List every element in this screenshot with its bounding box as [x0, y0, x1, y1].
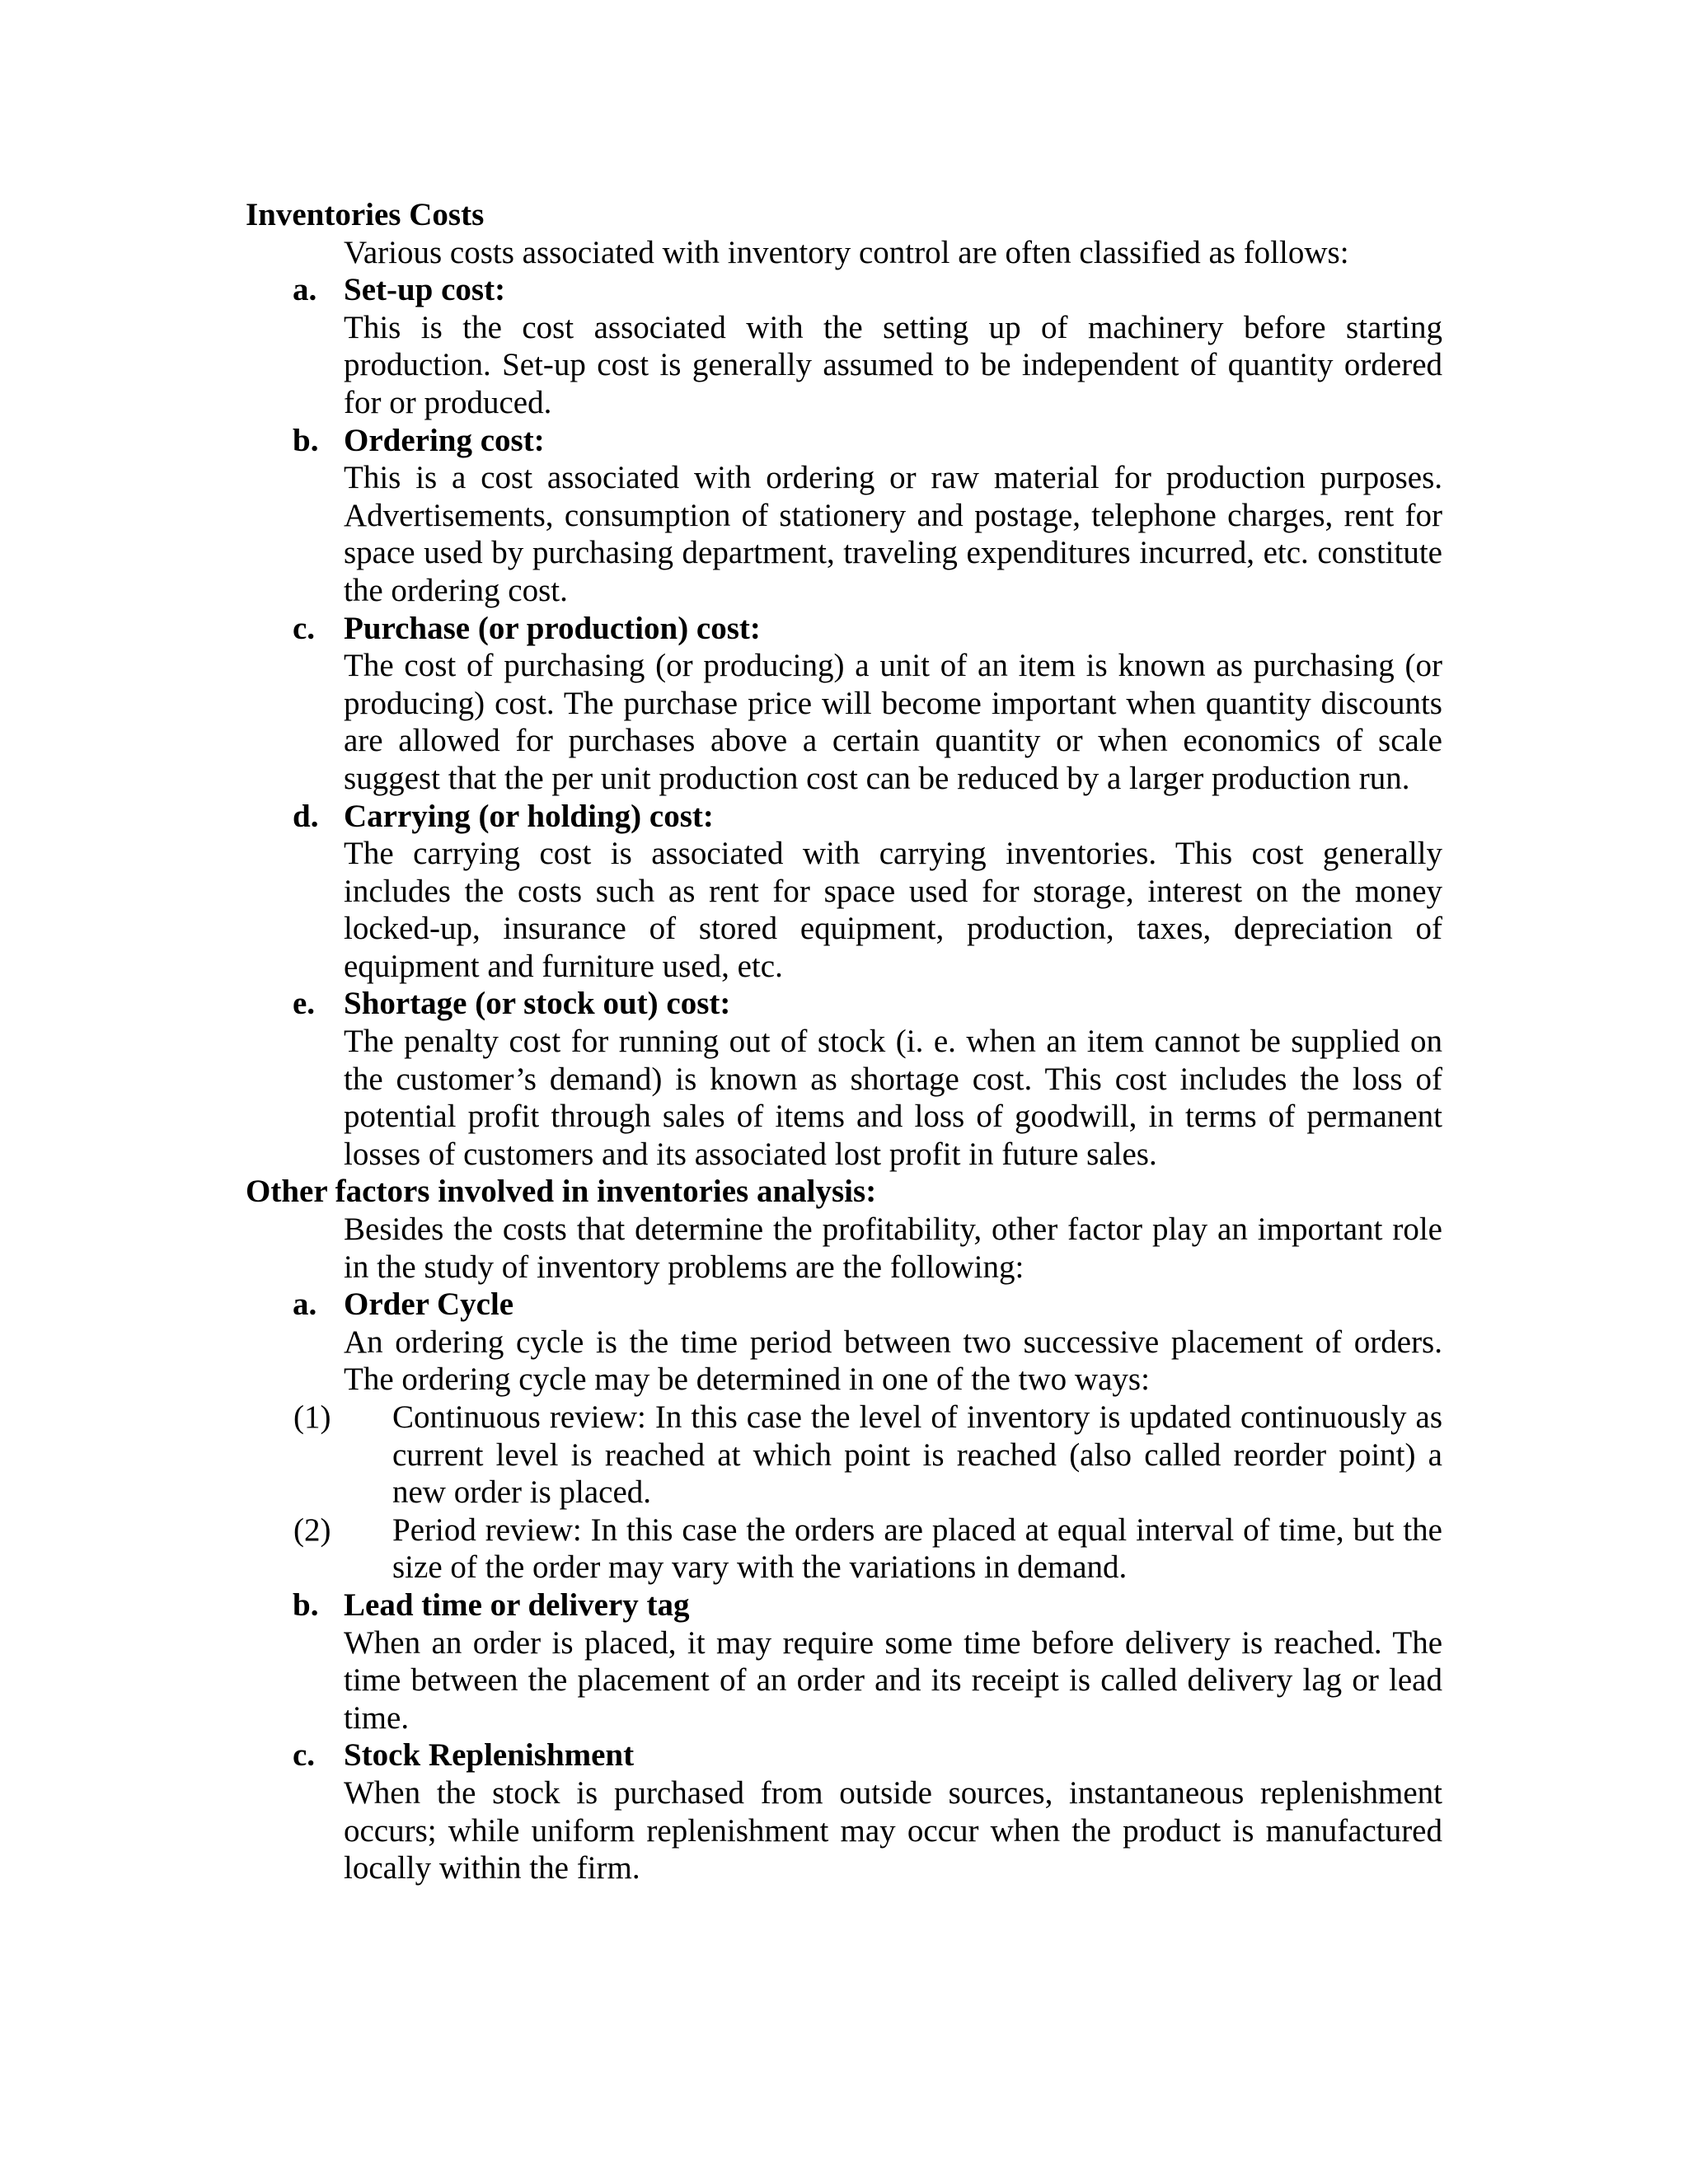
document-body [246, 196, 1442, 1887]
section-intro: Various costs associated with inventory control are often classified as follows: [344, 234, 1349, 270]
sub-item-period-review [293, 1511, 1442, 1586]
item-body: When an order is placed, it may require some time before delivery is reached. The time between the placement of an order and its receipt is called delivery lag or lead time. [344, 1624, 1442, 1736]
item-letter: a. [293, 272, 317, 308]
item-body: This is a cost associated with ordering or raw material for production purposes. Advertisements, consumption of stationery and postage, telephone charges, rent for space used by purchasing department, traveling expenditures incurred, etc. constitute the ordering cost. [344, 460, 1442, 608]
list-item-shortage-cost [293, 985, 1442, 1173]
item-letter: d. [293, 798, 319, 834]
list-item-lead-time [293, 1586, 1442, 1736]
item-title: Lead time or delivery tag [344, 1586, 690, 1623]
item-body: The cost of purchasing (or producing) a unit of an item is known as purchasing (or producing) cost. The purchase price will become important when quantity discounts are allowed for purchases above a certain quantity or when economics of scale suggest that the per unit production cost can be reduced by a larger production run. [344, 648, 1442, 796]
section-intro: Besides the costs that determine the profitability, other factor play an important role in the study of inventory problems are the following: [344, 1212, 1442, 1285]
item-letter: a. [293, 1286, 317, 1323]
section-title-other-factors: Other factors involved in inventories analysis: [246, 1174, 877, 1210]
item-letter: b. [293, 422, 319, 458]
list-item-carrying-cost [293, 798, 1442, 986]
sub-item-text: Period review: In this case the orders are placed at equal interval of time, but the size of the order may vary with the variations in demand. [392, 1511, 1442, 1586]
item-body: An ordering cycle is the time period between two successive placement of orders. The ordering cycle may be determined in one of the two ways: [344, 1324, 1442, 1398]
item-title: Order Cycle [344, 1286, 514, 1323]
sub-item-text: Continuous review: In this case the level of inventory is updated continuously as current level is reached at which point is reached (also called reorder point) a new order is placed. [392, 1399, 1442, 1511]
sub-item-continuous-review [293, 1399, 1442, 1511]
item-body: The penalty cost for running out of stock (i. e. when an item cannot be supplied on the customer’s demand) is known as shortage cost. This cost includes the loss of potential profit through sales of items and loss of goodwill, in terms of permanent losses of customers and its associated lost profit in future sales. [344, 1024, 1442, 1172]
list-item-stock-replenishment [293, 1736, 1442, 1886]
item-letter: c. [293, 1737, 316, 1774]
item-letter: e. [293, 986, 316, 1022]
item-body: This is the cost associated with the setting up of machinery before starting production. Set-up cost is generally assumed to be independent of quantity ordered for or produced. [344, 309, 1442, 420]
list-item-ordering-cost [293, 422, 1442, 610]
list-item-setup-cost [293, 271, 1442, 421]
list-item-order-cycle [293, 1286, 1442, 1399]
item-title: Carrying (or holding) cost: [344, 798, 714, 834]
section-title-inventories-costs: Inventories Costs [246, 197, 485, 232]
item-title: Ordering cost: [344, 422, 545, 458]
item-title: Shortage (or stock out) cost: [344, 986, 731, 1022]
item-title: Stock Replenishment [344, 1737, 635, 1774]
item-title: Purchase (or production) cost: [344, 610, 761, 646]
sub-item-number: (1) [293, 1399, 331, 1435]
item-body: The carrying cost is associated with carrying inventories. This cost generally includes the costs such as rent for space used for storage, interest on the money locked-up, insurance of stored equipment, production, taxes, depreciation of equipment and furniture used, etc. [344, 836, 1442, 984]
item-title: Set-up cost: [344, 272, 506, 308]
item-body: When the stock is purchased from outside sources, instantaneous replenishment occurs; while uniform replenishment may occur when the product is manufactured locally within the firm. [344, 1774, 1442, 1886]
item-letter: b. [293, 1586, 319, 1623]
sub-item-number: (2) [293, 1511, 331, 1548]
list-item-purchase-cost [293, 610, 1442, 798]
item-letter: c. [293, 610, 316, 646]
